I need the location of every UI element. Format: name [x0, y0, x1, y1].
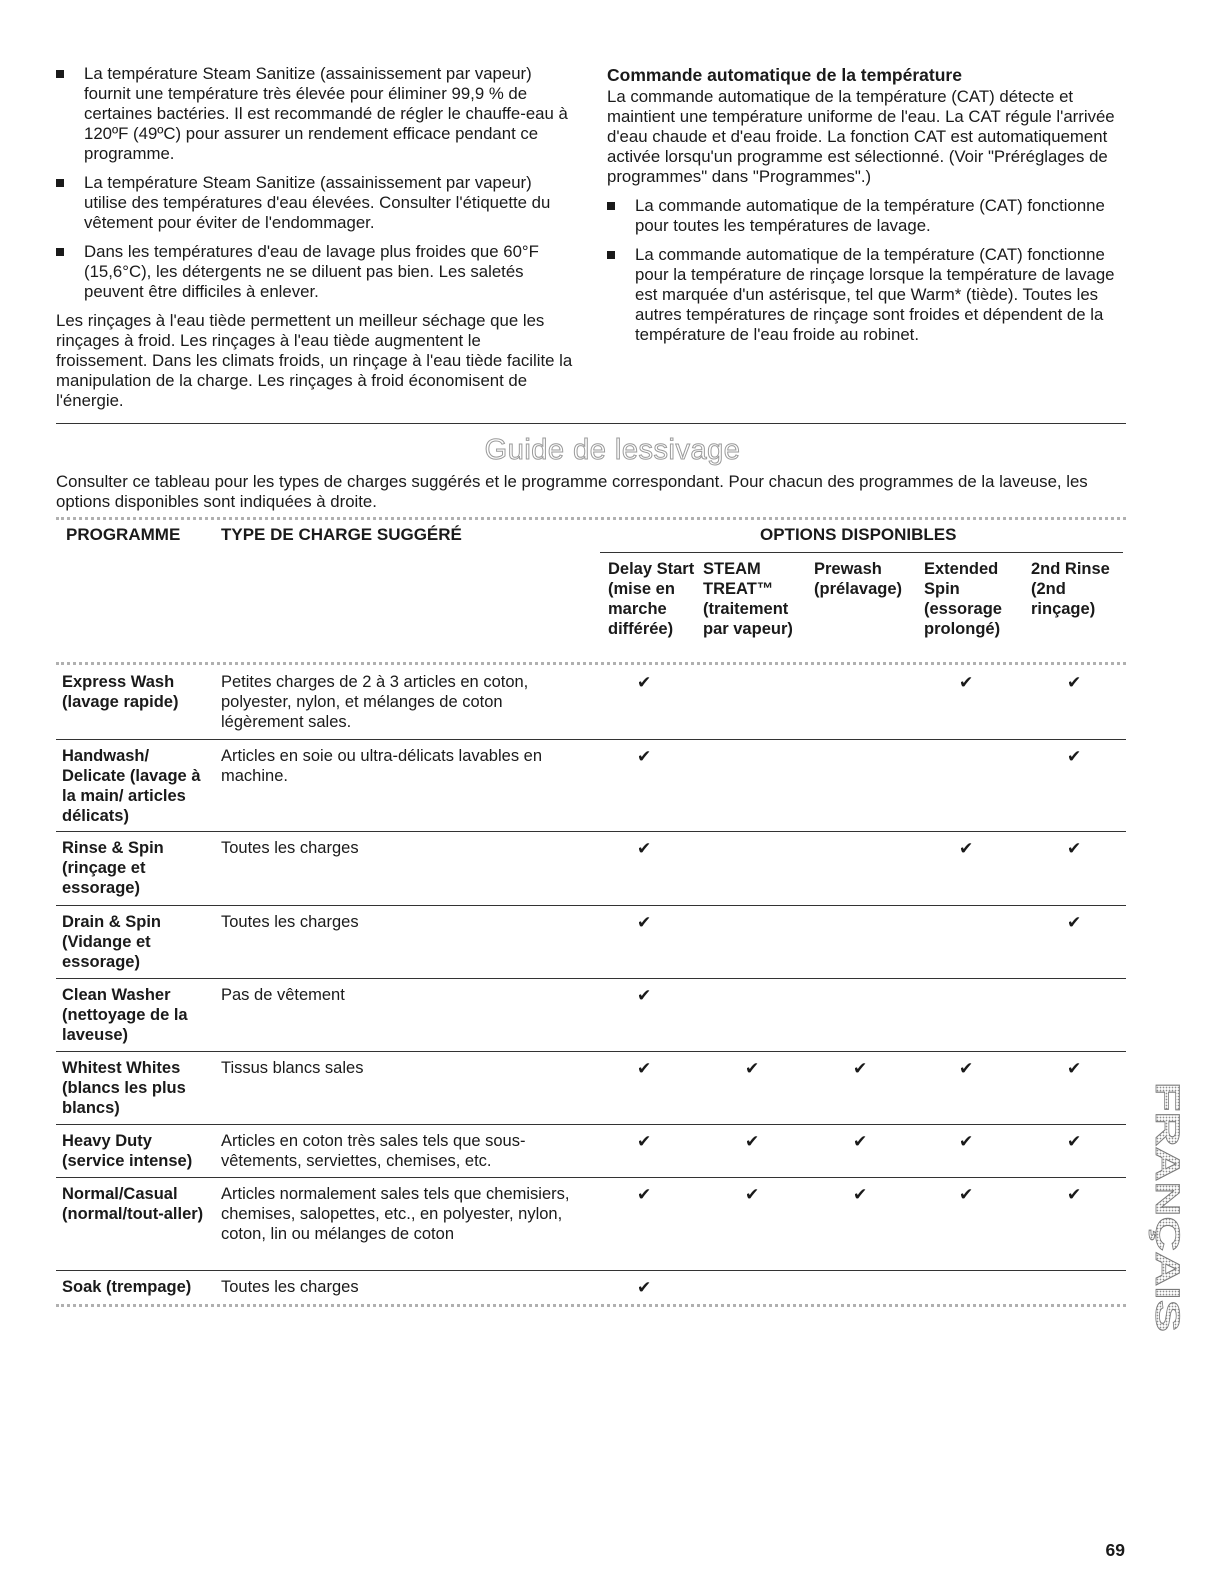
- bullet-item: Dans les températures d'eau de lavage plus froides que 60°F (15,6°C), les détergents ne se diluent pas bien. Les saletés peuvent être difficiles à enlever.: [56, 242, 576, 302]
- header-options: OPTIONS DISPONIBLES: [760, 525, 957, 544]
- row-divider: [56, 1051, 1126, 1052]
- section-heading: Commande automatique de la température: [607, 65, 962, 85]
- program-name: Heavy Duty (service intense): [62, 1132, 193, 1170]
- program-name: Clean Washer (nettoyage de la laveuse): [62, 986, 188, 1044]
- page-number: 69: [1105, 1540, 1125, 1560]
- check-icon: ✔: [637, 1132, 652, 1151]
- header-program: PROGRAMME: [66, 525, 181, 544]
- check-icon: ✔: [853, 1185, 868, 1204]
- row-divider: [56, 905, 1126, 906]
- rinse-paragraph: Les rinçages à l'eau tiède permettent un meilleur séchage que les rinçages à froid. Les rinçages à l'eau tiède augmentent le froissement. Dans les climats froids, un rinçage à l'eau tiède facilite la manipulation de la charge. Les rinçages à froid économisent de l'énergie.: [56, 311, 573, 410]
- check-icon: ✔: [745, 1059, 760, 1078]
- load-type: Pas de vêtement: [221, 986, 345, 1004]
- program-name: Normal/Casual (normal/tout-aller): [62, 1185, 204, 1223]
- row-divider: [56, 739, 1126, 740]
- options-underline: [600, 552, 1123, 553]
- load-type: Tissus blancs sales: [221, 1059, 364, 1077]
- check-icon: ✔: [1067, 1185, 1082, 1204]
- check-icon: ✔: [637, 1059, 652, 1078]
- program-name: Express Wash (lavage rapide): [62, 673, 179, 711]
- check-icon: ✔: [637, 839, 652, 858]
- check-icon: ✔: [637, 747, 652, 766]
- check-icon: ✔: [637, 1278, 652, 1297]
- load-type: Toutes les charges: [221, 913, 359, 931]
- load-type: Articles en coton très sales tels que sous-vêtements, serviettes, chemises, etc.: [221, 1132, 526, 1170]
- bullet-square-icon: [607, 251, 615, 259]
- bullet-square-icon: [56, 70, 64, 78]
- bullet-square-icon: [56, 179, 64, 187]
- check-icon: ✔: [1067, 1059, 1082, 1078]
- check-icon: ✔: [1067, 1132, 1082, 1151]
- program-name: Soak (trempage): [62, 1278, 192, 1296]
- row-divider: [56, 1124, 1126, 1125]
- check-icon: ✔: [745, 1185, 760, 1204]
- load-type: Petites charges de 2 à 3 articles en coton, polyester, nylon, et mélanges de coton légèrement sales.: [221, 673, 529, 731]
- bullet-square-icon: [56, 248, 64, 256]
- bullet-item: La commande automatique de la température (CAT) fonctionne pour la température de rinçage lorsque la température de lavage est marquée d'un astérisque, tel que Warm* (tiède). Toutes les autres températures de rinçage sont froides et dépendent de la température de l'eau froide au robinet.: [607, 245, 1137, 345]
- guide-intro: Consulter ce tableau pour les types de charges suggérés et le programme correspondant. Pour chacun des programmes de la laveuse, les options disponibles sont indiquées à droite.: [56, 472, 1088, 511]
- check-icon: ✔: [853, 1059, 868, 1078]
- load-type: Articles normalement sales tels que chemisiers, chemises, salopettes, etc., en polyester, nylon, coton, lin ou mélanges de coton: [221, 1185, 570, 1243]
- row-divider: [56, 1177, 1126, 1178]
- check-icon: ✔: [1067, 747, 1082, 766]
- row-divider: [56, 831, 1126, 832]
- check-icon: ✔: [637, 1185, 652, 1204]
- left-column: [56, 64, 576, 411]
- guide-title: Guide de lessivage: [484, 434, 741, 466]
- bullet-item: La température Steam Sanitize (assainissement par vapeur) fournit une température très élevée pour éliminer 99,9 % de certaines bactéries. Il est recommandé de régler le chauffe-eau à 120ºF (49ºC) pour assurer un rendement efficace pendant ce programme.: [56, 64, 576, 164]
- header-load-type: TYPE DE CHARGE SUGGÉRÉ: [221, 525, 462, 544]
- check-icon: ✔: [959, 1185, 974, 1204]
- check-icon: ✔: [959, 673, 974, 692]
- table-top-rule: [56, 517, 1126, 520]
- bullet-item: La température Steam Sanitize (assainissement par vapeur) utilise des températures d'eau élevées. Consulter l'étiquette du vêtement pour éviter de l'endommager.: [56, 173, 576, 233]
- check-icon: ✔: [959, 839, 974, 858]
- option-header-2nd-rinse: 2nd Rinse (2nd rinçage): [1031, 560, 1110, 618]
- program-name: Drain & Spin (Vidange et essorage): [62, 913, 162, 971]
- row-divider: [56, 1270, 1126, 1271]
- check-icon: ✔: [637, 986, 652, 1005]
- header-bottom-rule: [56, 662, 1126, 665]
- check-icon: ✔: [637, 673, 652, 692]
- section-divider: [56, 423, 1126, 424]
- load-type: Articles en soie ou ultra-délicats lavables en machine.: [221, 747, 543, 785]
- check-icon: ✔: [1067, 673, 1082, 692]
- check-icon: ✔: [853, 1132, 868, 1151]
- bullet-item: La commande automatique de la température (CAT) fonctionne pour toutes les températures de lavage.: [607, 196, 1137, 236]
- program-name: Rinse & Spin (rinçage et essorage): [62, 839, 164, 897]
- option-header-delay-start: Delay Start (mise en marche différée): [608, 560, 695, 638]
- table-bottom-rule: [56, 1304, 1126, 1307]
- option-header-extended-spin: Extended Spin (essorage prolongé): [924, 560, 1002, 638]
- check-icon: ✔: [1067, 913, 1082, 932]
- program-name: Handwash/ Delicate (lavage à la main/ articles délicats): [62, 747, 201, 825]
- check-icon: ✔: [1067, 839, 1082, 858]
- row-divider: [56, 978, 1126, 979]
- right-column: [607, 64, 1137, 345]
- check-icon: ✔: [959, 1132, 974, 1151]
- check-icon: ✔: [637, 913, 652, 932]
- check-icon: ✔: [959, 1059, 974, 1078]
- cat-paragraph: La commande automatique de la température (CAT) détecte et maintient une température uniforme de l'eau. La CAT régule l'arrivée d'eau chaude et d'eau froide. La fonction CAT est automatiquement activée lorsqu'un programme est sélectionné. (Voir "Préréglages de programmes" dans "Programmes".): [607, 87, 1115, 186]
- load-type: Toutes les charges: [221, 1278, 359, 1296]
- option-header-steam-treat: STEAM TREAT™ (traitement par vapeur): [703, 560, 793, 638]
- side-tab-label: FRANÇAIS: [1148, 1082, 1186, 1258]
- bullet-square-icon: [607, 202, 615, 210]
- francais-side-tab: [1148, 1080, 1192, 1335]
- option-header-prewash: Prewash (prélavage): [814, 560, 903, 598]
- check-icon: ✔: [745, 1132, 760, 1151]
- program-name: Whitest Whites (blancs les plus blancs): [62, 1059, 186, 1117]
- load-type: Toutes les charges: [221, 839, 359, 857]
